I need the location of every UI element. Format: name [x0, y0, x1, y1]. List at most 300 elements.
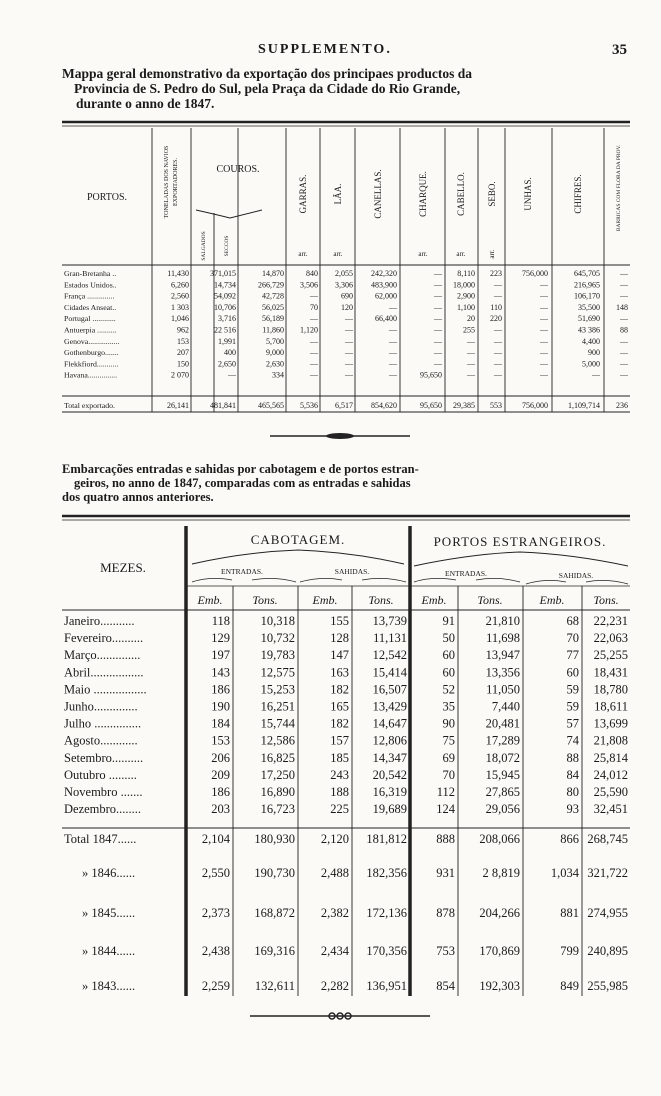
row-value: — [494, 280, 502, 290]
total-value: 236 [616, 401, 628, 410]
group-estrangeiros-header: PORTOS ESTRANGEIROS. [433, 534, 607, 549]
row-value: 3,506 [300, 280, 318, 290]
total-value: 1,109,714 [568, 401, 600, 410]
year-total-value: 931 [436, 866, 455, 880]
shipping-table-title [62, 462, 632, 504]
row-value: 153 [177, 336, 189, 346]
month-value: 18,611 [594, 699, 628, 714]
month-value: 22,063 [593, 631, 628, 646]
col-salgados-header: SALGADOS [201, 231, 207, 261]
row-value: 9,000 [266, 348, 284, 358]
year-total-value: 866 [560, 832, 579, 846]
month-value: 13,429 [372, 699, 407, 714]
month-value: 50 [442, 631, 455, 646]
month-value: 29,056 [485, 802, 520, 817]
year-total-value: 268,745 [587, 832, 628, 846]
month-value: 13,947 [485, 648, 520, 663]
row-value: 334 [272, 370, 284, 380]
row-value: 4,400 [582, 336, 600, 346]
month-value: 21,808 [593, 733, 628, 748]
month-value: 163 [330, 665, 349, 680]
row-value: — [345, 359, 353, 369]
export-table [0, 118, 661, 418]
month-value: 20,481 [485, 716, 520, 731]
row-value: 14,734 [214, 280, 236, 290]
month-value: 112 [436, 785, 455, 799]
month-value: 69 [442, 750, 455, 765]
month-value: 80 [566, 785, 579, 799]
sahidas-brace [526, 580, 628, 584]
total-value: 6,517 [335, 401, 353, 410]
row-porto-label: Cidades Anseat.. [64, 302, 117, 312]
month-value: 52 [442, 682, 455, 697]
row-porto-label: Estados Unidos.. [64, 280, 117, 290]
year-total-value: 170,869 [479, 944, 520, 958]
row-value: 220 [490, 314, 502, 324]
separator-ornament-bottom [240, 1008, 440, 1024]
month-value: 182 [330, 716, 349, 731]
month-value: 12,806 [372, 733, 407, 748]
row-value: 1,991 [218, 336, 236, 346]
month-value: 91 [442, 614, 455, 628]
unit-label: arr. [456, 250, 466, 258]
row-value: — [434, 269, 442, 278]
month-value: 129 [211, 631, 230, 646]
product-header: LÃA. [333, 183, 343, 205]
month-value: 13,699 [593, 716, 628, 731]
year-total-value: 849 [560, 979, 579, 993]
month-value: 17,289 [485, 733, 520, 748]
row-value: 2,055 [335, 269, 353, 278]
month-value: 225 [330, 802, 349, 817]
month-value: 25,255 [593, 648, 628, 663]
row-porto-label: Gothenburgo....... [64, 348, 119, 358]
month-value: 182 [330, 682, 349, 697]
row-value: — [540, 359, 548, 369]
row-value: 10,706 [214, 302, 236, 312]
month-value: 22,231 [593, 614, 628, 628]
row-value: — [389, 370, 397, 380]
month-value: 12,542 [372, 648, 407, 663]
row-value: 51,690 [578, 314, 600, 324]
row-value: — [310, 336, 318, 346]
row-value: 56,189 [262, 314, 284, 324]
month-value: 25,814 [593, 750, 628, 765]
month-label: Julho ............... [64, 716, 142, 731]
year-total-value: 878 [436, 906, 455, 920]
year-total-value: 132,611 [254, 979, 295, 993]
row-value: — [620, 370, 628, 380]
row-value: 43 386 [578, 325, 600, 335]
year-total-value: 753 [436, 944, 455, 958]
row-value: — [434, 325, 442, 335]
row-value: — [467, 359, 475, 369]
row-value: — [310, 370, 318, 380]
entradas-header: ENTRADAS. [221, 567, 263, 576]
sahidas-brace [300, 578, 406, 582]
row-value: 1,100 [457, 302, 475, 312]
month-label: Abril................. [64, 665, 144, 680]
row-value: 2,650 [218, 359, 236, 369]
row-value: — [620, 269, 628, 278]
month-value: 84 [566, 767, 579, 782]
row-value: — [310, 314, 318, 324]
row-value: — [494, 348, 502, 358]
product-header: GARRAS. [298, 174, 308, 214]
row-value: — [467, 336, 475, 346]
entradas-brace [192, 578, 296, 582]
year-total-value: 2,259 [201, 979, 230, 993]
month-value: 88 [566, 750, 579, 765]
month-value: 18,431 [593, 665, 628, 680]
row-value: — [620, 336, 628, 346]
total-value: 26,141 [167, 401, 189, 410]
month-value: 206 [211, 750, 230, 765]
product-header: CANELLAS. [373, 169, 383, 219]
row-porto-label: Gran-Bretanha .. [64, 269, 117, 278]
estrangeiros-brace [414, 552, 628, 566]
row-value: 62,000 [375, 291, 397, 301]
row-value: 2,630 [266, 359, 284, 369]
row-value: — [540, 348, 548, 358]
row-value: 207 [177, 348, 189, 358]
year-total-label: » 1843...... [82, 979, 136, 993]
row-value: — [540, 291, 548, 301]
month-label: Fevereiro.......... [64, 631, 144, 646]
row-value: 18,000 [453, 280, 475, 290]
month-value: 59 [566, 682, 579, 697]
row-value: 2 070 [171, 370, 189, 380]
year-total-value: 2 8,819 [482, 866, 520, 880]
row-value: 1,046 [171, 314, 189, 324]
month-value: 14,347 [372, 750, 407, 765]
row-value: — [345, 336, 353, 346]
month-value: 16,507 [372, 682, 407, 697]
col-toneladas-header: EXPORTADORES. [173, 158, 179, 206]
total-value: 481,841 [210, 401, 236, 410]
row-value: — [540, 370, 548, 380]
month-value: 93 [566, 802, 579, 817]
row-value: — [345, 325, 353, 335]
month-value: 77 [566, 648, 579, 663]
product-header: UNHAS. [523, 177, 533, 211]
row-value: 70 [310, 302, 318, 312]
month-value: 27,865 [485, 785, 520, 799]
row-value: 1,120 [300, 325, 318, 335]
year-total-value: 799 [560, 944, 579, 958]
col-couros-header: COUROS. [216, 164, 260, 175]
row-value: 120 [341, 302, 353, 312]
month-value: 14,647 [372, 716, 407, 731]
month-label: Janeiro........... [64, 614, 135, 628]
row-value: — [434, 348, 442, 358]
row-porto-label: Antuerpia .......... [64, 325, 117, 335]
tons-header: Tons. [252, 593, 278, 607]
total-value: 756,000 [522, 401, 548, 410]
month-value: 74 [566, 733, 579, 748]
row-value: — [540, 280, 548, 290]
row-porto-label: França .............. [64, 291, 115, 301]
tons-header: Tons. [593, 593, 619, 607]
group-cabotagem-header: CABOTAGEM. [250, 532, 346, 547]
row-porto-label: Flekkfiord........... [64, 359, 119, 369]
row-value: 20 [467, 314, 475, 324]
export-title-line: Mappa geral demonstrativo da exportação dos principaes productos da [62, 66, 473, 81]
row-value: 95,650 [420, 370, 442, 380]
year-total-value: 180,930 [254, 832, 295, 846]
row-value: 400 [224, 348, 236, 358]
product-header: CABELLO. [456, 172, 466, 216]
month-value: 188 [330, 785, 349, 799]
shipping-title-line: Embarcações entradas e sahidas por cabotagem e de portos estran- [62, 462, 419, 476]
year-total-value: 321,722 [587, 866, 628, 880]
month-value: 155 [330, 614, 349, 628]
month-value: 184 [211, 716, 230, 731]
product-header: CHIFRES. [573, 174, 583, 214]
year-total-value: 854 [436, 979, 455, 993]
month-value: 190 [211, 699, 230, 714]
row-value: 371,015 [210, 269, 236, 278]
month-value: 186 [211, 785, 230, 799]
month-label: Outubro ......... [64, 767, 137, 782]
col-mezes-header: MEZES. [100, 560, 146, 575]
row-value: — [540, 325, 548, 335]
month-label: Dezembro........ [64, 802, 142, 817]
row-value: 11,860 [262, 325, 284, 335]
row-value: 3,716 [218, 314, 236, 324]
emb-header: Emb. [312, 593, 338, 607]
row-value: 645,705 [574, 269, 600, 278]
month-value: 7,440 [491, 699, 520, 714]
year-total-value: 208,066 [479, 832, 520, 846]
year-total-value: 168,872 [254, 906, 295, 920]
total-value: 95,650 [420, 401, 442, 410]
year-total-label: » 1845...... [82, 906, 136, 920]
row-value: 5,000 [582, 359, 600, 369]
row-value: — [345, 348, 353, 358]
year-total-value: 2,488 [320, 866, 349, 880]
product-header: BARRICAS COM FLORA DA PROV. [616, 144, 622, 232]
row-value: 483,900 [371, 280, 397, 290]
month-value: 20,542 [372, 767, 407, 782]
couros-brace [196, 210, 262, 218]
shipping-title-line: geiros, no anno de 1847, comparadas com as entradas e sahidas [74, 476, 411, 490]
row-value: 56,025 [262, 302, 284, 312]
row-value: — [467, 370, 475, 380]
row-value: — [434, 280, 442, 290]
month-label: Setembro.......... [64, 750, 144, 765]
row-value: — [434, 291, 442, 301]
year-total-value: 204,266 [479, 906, 520, 920]
year-total-value: 169,316 [254, 944, 295, 958]
month-value: 11,050 [486, 682, 520, 697]
tons-header: Tons. [368, 593, 394, 607]
month-label: Março.............. [64, 648, 141, 663]
row-value: 11,430 [167, 269, 189, 278]
month-value: 12,586 [260, 733, 295, 748]
year-total-value: 2,382 [320, 906, 349, 920]
month-value: 124 [436, 802, 455, 817]
row-value: 756,000 [522, 269, 548, 278]
month-value: 16,319 [372, 785, 407, 799]
month-label: Agosto............ [64, 733, 138, 748]
total-value: 29,385 [453, 401, 475, 410]
year-total-value: 192,303 [479, 979, 520, 993]
month-value: 185 [330, 750, 349, 765]
row-value: 900 [588, 348, 600, 358]
month-value: 15,744 [260, 716, 295, 731]
year-total-value: 881 [560, 906, 579, 920]
month-value: 13,739 [372, 614, 407, 628]
month-value: 35 [442, 699, 455, 714]
month-label: Novembro ....... [64, 785, 143, 799]
row-value: — [310, 359, 318, 369]
year-total-value: 2,434 [320, 944, 349, 958]
row-value: 962 [177, 325, 189, 335]
row-value: 2,900 [457, 291, 475, 301]
row-value: 1 303 [171, 302, 189, 312]
month-value: 60 [442, 648, 455, 663]
month-value: 68 [566, 614, 579, 628]
row-porto-label: Genova................ [64, 336, 120, 346]
month-value: 128 [330, 631, 349, 646]
row-value: — [620, 280, 628, 290]
year-total-label: » 1844...... [82, 944, 136, 958]
year-total-value: 2,550 [201, 866, 230, 880]
row-value: 3,306 [335, 280, 353, 290]
entradas-header: ENTRADAS. [445, 569, 487, 578]
month-value: 15,945 [485, 767, 520, 782]
total-value: 854,620 [371, 401, 397, 410]
month-value: 15,253 [260, 682, 295, 697]
total-value: 465,565 [258, 401, 284, 410]
month-label: Maio ................. [64, 682, 147, 697]
year-total-value: 190,730 [254, 866, 295, 880]
row-value: 42,728 [262, 291, 284, 301]
row-value: — [228, 370, 236, 380]
product-header: SEBO. [487, 181, 497, 207]
year-total-value: 888 [436, 832, 455, 846]
row-value: 66,400 [375, 314, 397, 324]
month-value: 165 [330, 699, 349, 714]
shipping-table [0, 512, 661, 1002]
row-value: — [540, 314, 548, 324]
month-value: 153 [211, 733, 230, 748]
total-value: 553 [490, 401, 502, 410]
row-value: — [434, 359, 442, 369]
year-total-value: 2,104 [201, 832, 230, 846]
page-number: 35 [612, 42, 627, 58]
month-value: 19,783 [260, 648, 295, 663]
month-value: 17,250 [260, 767, 295, 782]
row-value: 690 [341, 291, 353, 301]
row-value: — [389, 336, 397, 346]
month-value: 25,590 [593, 785, 628, 799]
entradas-brace [414, 578, 520, 582]
row-value: — [434, 314, 442, 324]
row-value: — [540, 336, 548, 346]
row-value: 35,500 [578, 302, 600, 312]
total-label: Total exportado. [64, 401, 115, 410]
year-total-value: 1,034 [550, 866, 579, 880]
row-value: — [620, 359, 628, 369]
export-table-title [62, 66, 632, 111]
row-value: — [620, 291, 628, 301]
month-value: 13,356 [485, 665, 520, 680]
month-value: 16,825 [260, 750, 295, 765]
shipping-title-line: dos quatro annos anteriores. [62, 490, 214, 504]
row-value: — [494, 336, 502, 346]
month-value: 90 [442, 716, 455, 731]
month-label: Junho.............. [64, 699, 138, 714]
month-value: 15,414 [372, 665, 407, 680]
emb-header: Emb. [197, 593, 223, 607]
row-value: — [620, 314, 628, 324]
row-value: 148 [616, 302, 628, 312]
month-value: 16,251 [260, 699, 295, 714]
year-total-value: 274,955 [587, 906, 628, 920]
row-value: — [389, 325, 397, 335]
unit-label: arr. [488, 249, 496, 259]
row-porto-label: Havana............... [64, 370, 118, 380]
month-value: 147 [330, 648, 349, 663]
row-value: — [494, 291, 502, 301]
row-value: — [494, 370, 502, 380]
month-value: 21,810 [485, 614, 520, 628]
month-value: 203 [211, 802, 230, 817]
month-value: 209 [211, 767, 230, 782]
separator-ornament [260, 428, 420, 444]
row-value: 88 [620, 325, 628, 335]
row-value: — [389, 359, 397, 369]
year-total-label: » 1846...... [82, 866, 136, 880]
col-seccos-header: SECCOS [224, 235, 230, 257]
row-value: — [494, 325, 502, 335]
row-value: 2,560 [171, 291, 189, 301]
row-value: 223 [490, 269, 502, 278]
month-value: 143 [211, 665, 230, 680]
row-value: 150 [177, 359, 189, 369]
row-value: — [494, 359, 502, 369]
year-total-value: 182,356 [366, 866, 407, 880]
month-value: 32,451 [593, 802, 628, 817]
year-total-value: 255,985 [587, 979, 628, 993]
unit-label: arr. [298, 250, 308, 258]
month-value: 60 [442, 665, 455, 680]
unit-label: arr. [333, 250, 343, 258]
month-value: 118 [211, 614, 230, 628]
row-value: 266,729 [258, 280, 284, 290]
year-total-value: 136,951 [366, 979, 407, 993]
month-value: 10,732 [260, 631, 295, 646]
row-value: — [310, 348, 318, 358]
col-toneladas-header: TONELADAS DOS NAVIOS [164, 145, 170, 219]
row-value: 106,170 [574, 291, 600, 301]
row-value: 22 516 [214, 325, 236, 335]
row-value: 255 [463, 325, 475, 335]
row-value: 14,870 [262, 269, 284, 278]
month-value: 59 [566, 699, 579, 714]
row-value: — [389, 302, 397, 312]
month-value: 186 [211, 682, 230, 697]
year-total-value: 2,120 [320, 832, 349, 846]
row-value: 840 [306, 269, 318, 278]
row-value: — [592, 370, 600, 380]
sahidas-header: SAHIDAS. [334, 567, 370, 576]
year-total-value: 2,282 [320, 979, 349, 993]
row-value: — [345, 314, 353, 324]
month-value: 16,723 [260, 802, 295, 817]
